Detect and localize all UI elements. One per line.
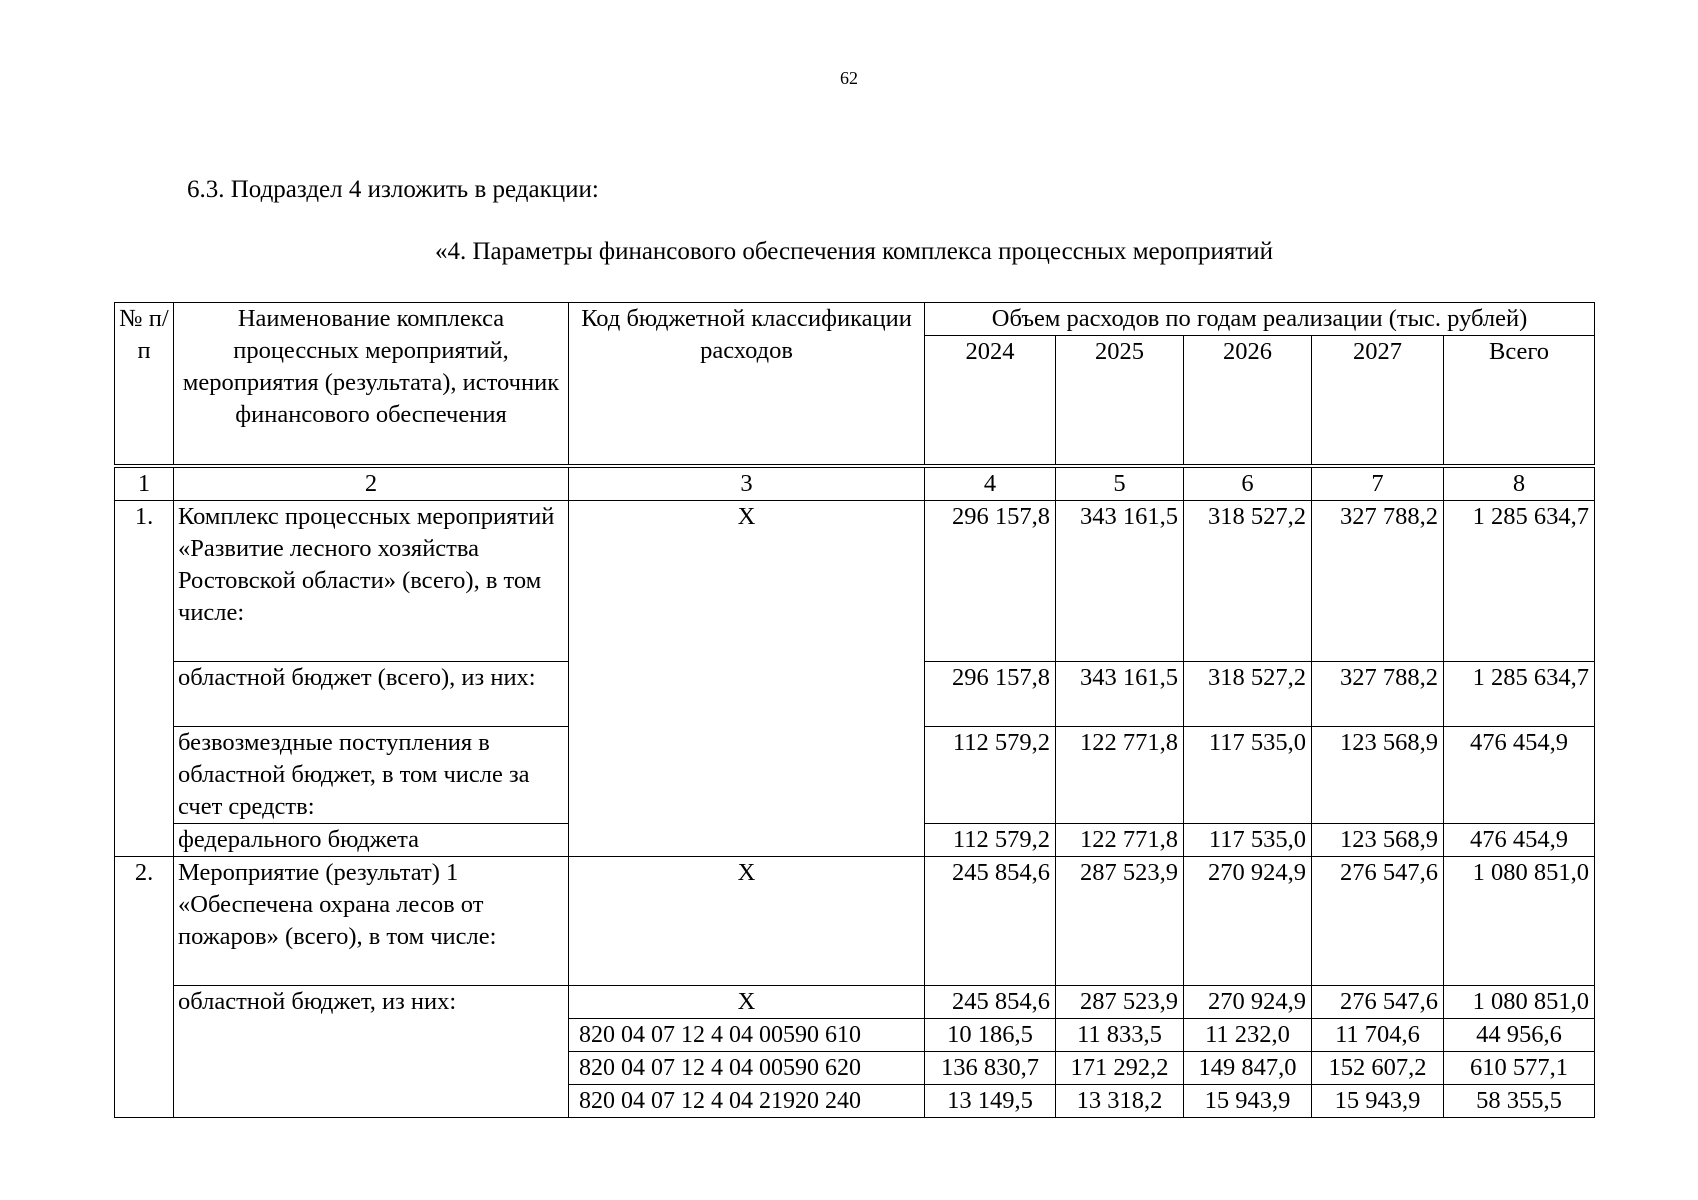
row-name: безвозмездные поступления в областной бюджет, в том числе за счет средств: <box>174 727 569 824</box>
value-2027: 327 788,2 <box>1312 501 1444 662</box>
row-name: областной бюджет (всего), из них: <box>174 662 569 727</box>
row-name: федерального бюджета <box>174 824 569 857</box>
value-2025: 287 523,9 <box>1056 986 1184 1019</box>
value-2026: 318 527,2 <box>1184 501 1312 662</box>
row-name: Мероприятие (результат) 1 «Обеспечена охрана лесов от пожаров» (всего), в том числе: <box>174 857 569 986</box>
value-2025: 11 833,5 <box>1056 1019 1184 1052</box>
page-number: 62 <box>840 68 858 88</box>
table-row <box>115 501 1595 662</box>
value-2025: 122 771,8 <box>1056 824 1184 857</box>
section-title: «4. Параметры финансового обеспечения комплекса процессных мероприятий <box>434 238 1274 265</box>
intro-text: 6.3. Подраздел 4 изложить в редакции: <box>187 176 599 203</box>
value-2025: 343 161,5 <box>1056 501 1184 662</box>
row-number: 1. <box>115 501 174 857</box>
column-number: 8 <box>1444 466 1595 501</box>
value-2025: 122 771,8 <box>1056 727 1184 824</box>
value-2026: 117 535,0 <box>1184 727 1312 824</box>
row-code: X <box>569 986 925 1019</box>
budget-code: 820 04 07 12 4 04 21920 240 <box>569 1085 925 1118</box>
column-number: 3 <box>569 466 925 501</box>
row-number: 2. <box>115 857 174 1118</box>
value-2024: 112 579,2 <box>925 824 1056 857</box>
value-2025: 13 318,2 <box>1056 1085 1184 1118</box>
value-2027: 152 607,2 <box>1312 1052 1444 1085</box>
value-2025: 171 292,2 <box>1056 1052 1184 1085</box>
header-year-2024: 2024 <box>925 336 1056 467</box>
header-row-1 <box>115 303 1595 336</box>
header-year-2025: 2025 <box>1056 336 1184 467</box>
value-total: 476 454,9 <box>1444 824 1595 857</box>
value-2025: 343 161,5 <box>1056 662 1184 727</box>
row-name: Комплекс процессных мероприятий «Развитие лесного хозяйства Ростовской области» (всего), в том числе: <box>174 501 569 662</box>
value-2026: 117 535,0 <box>1184 824 1312 857</box>
column-number: 7 <box>1312 466 1444 501</box>
value-2027: 11 704,6 <box>1312 1019 1444 1052</box>
value-total: 476 454,9 <box>1444 727 1595 824</box>
table-row <box>115 857 1595 986</box>
value-2027: 276 547,6 <box>1312 857 1444 986</box>
budget-code: 820 04 07 12 4 04 00590 620 <box>569 1052 925 1085</box>
value-2026: 318 527,2 <box>1184 662 1312 727</box>
value-2026: 270 924,9 <box>1184 986 1312 1019</box>
row-code: X <box>569 857 925 986</box>
value-2026: 15 943,9 <box>1184 1085 1312 1118</box>
header-total: Всего <box>1444 336 1595 467</box>
value-2027: 327 788,2 <box>1312 662 1444 727</box>
value-2027: 123 568,9 <box>1312 727 1444 824</box>
value-total: 1 080 851,0 <box>1444 857 1595 986</box>
column-number: 4 <box>925 466 1056 501</box>
value-2026: 149 847,0 <box>1184 1052 1312 1085</box>
value-2024: 10 186,5 <box>925 1019 1056 1052</box>
value-2024: 13 149,5 <box>925 1085 1056 1118</box>
value-2026: 270 924,9 <box>1184 857 1312 986</box>
value-2027: 123 568,9 <box>1312 824 1444 857</box>
value-2026: 11 232,0 <box>1184 1019 1312 1052</box>
header-volume: Объем расходов по годам реализации (тыс. рублей) <box>925 303 1595 336</box>
value-2024: 136 830,7 <box>925 1052 1056 1085</box>
value-2024: 112 579,2 <box>925 727 1056 824</box>
column-number: 2 <box>174 466 569 501</box>
column-numbers-row <box>115 466 1595 501</box>
financing-table <box>114 302 1595 1118</box>
header-name: Наименование комплекса процессных мероприятий, мероприятия (результата), источник финансового обеспечения <box>174 303 569 467</box>
value-total: 1 285 634,7 <box>1444 501 1595 662</box>
column-number: 1 <box>115 466 174 501</box>
value-2027: 276 547,6 <box>1312 986 1444 1019</box>
budget-code: 820 04 07 12 4 04 00590 610 <box>569 1019 925 1052</box>
header-code: Код бюджетной классификации расходов <box>569 303 925 467</box>
value-2024: 245 854,6 <box>925 986 1056 1019</box>
value-total: 44 956,6 <box>1444 1019 1595 1052</box>
value-2024: 245 854,6 <box>925 857 1056 986</box>
value-2027: 15 943,9 <box>1312 1085 1444 1118</box>
row-name: областной бюджет, из них: <box>174 986 569 1118</box>
row-code: X <box>569 501 925 857</box>
value-2024: 296 157,8 <box>925 501 1056 662</box>
value-2024: 296 157,8 <box>925 662 1056 727</box>
column-number: 6 <box>1184 466 1312 501</box>
header-year-2027: 2027 <box>1312 336 1444 467</box>
column-number: 5 <box>1056 466 1184 501</box>
value-total: 58 355,5 <box>1444 1085 1595 1118</box>
header-num: № п/п <box>115 303 174 467</box>
value-total: 1 080 851,0 <box>1444 986 1595 1019</box>
value-2025: 287 523,9 <box>1056 857 1184 986</box>
value-total: 1 285 634,7 <box>1444 662 1595 727</box>
table-row <box>115 986 1595 1019</box>
value-total: 610 577,1 <box>1444 1052 1595 1085</box>
header-year-2026: 2026 <box>1184 336 1312 467</box>
